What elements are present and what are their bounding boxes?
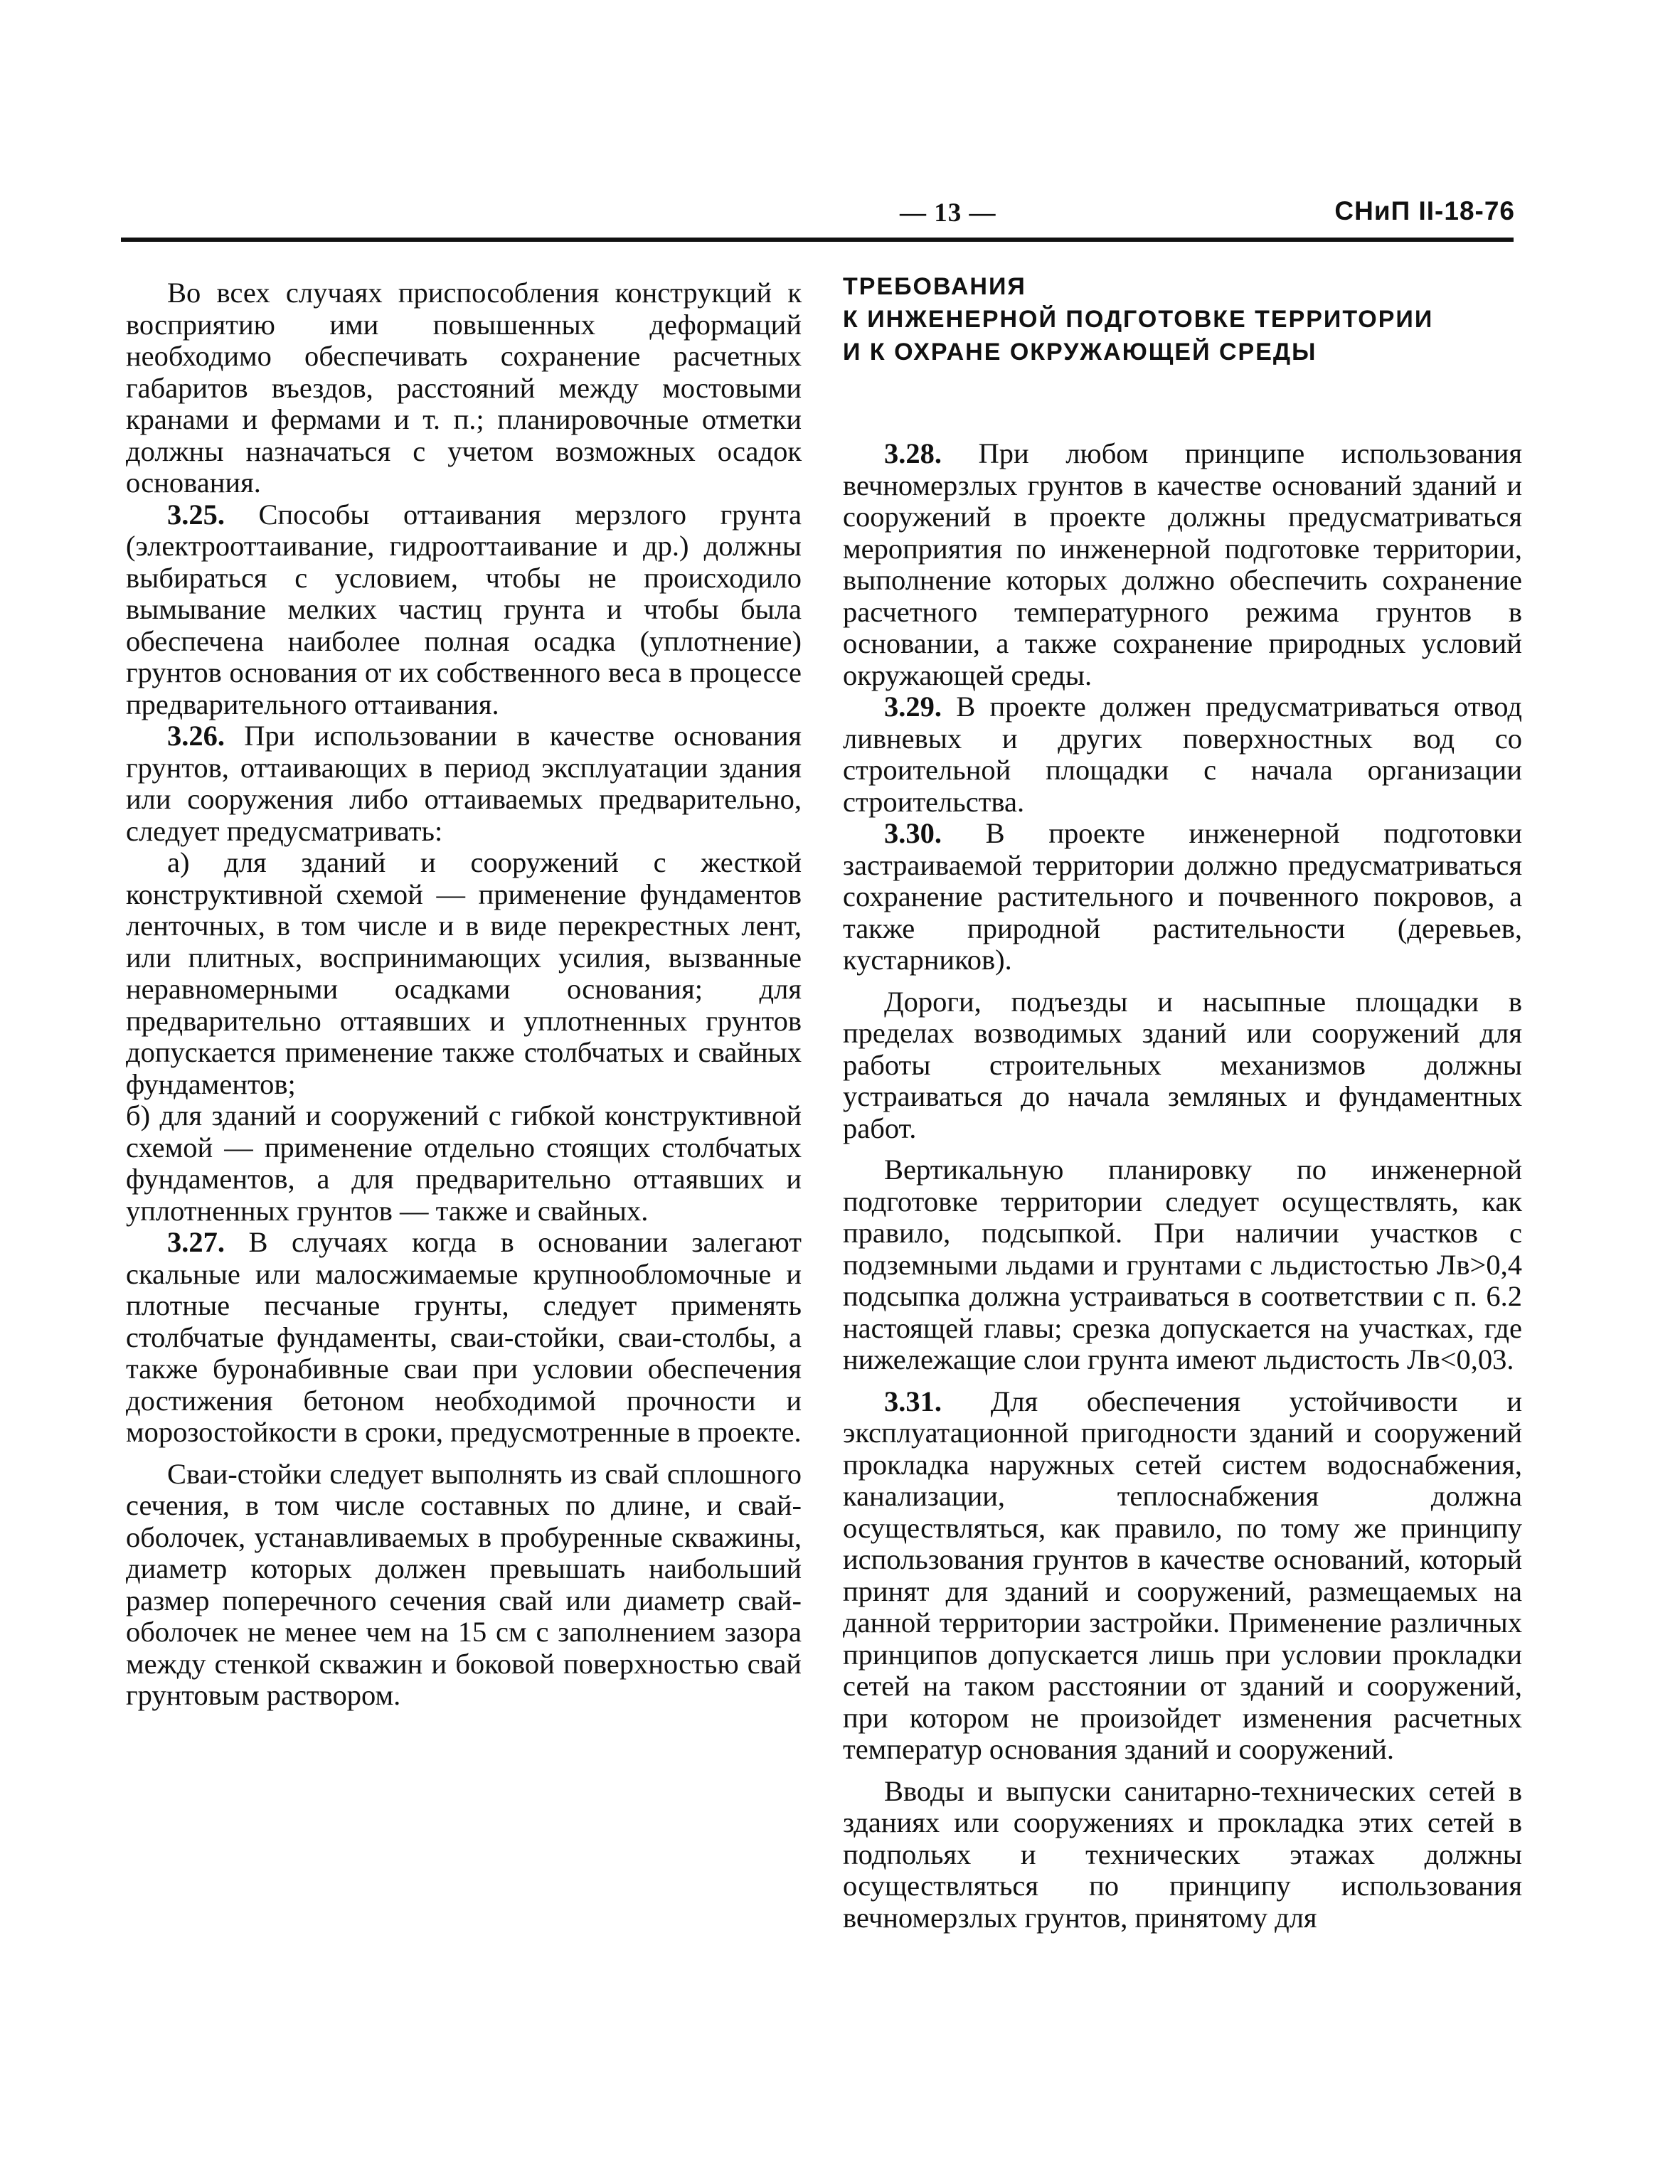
clause-number: 3.27. [167, 1226, 225, 1258]
paragraph-roads: Дороги, подъезды и насыпные площадки в пределах возводимых зданий или сооружений для работы строительных механизмов должны устраиваться до начала земляных и фундаментных работ. [843, 985, 1522, 1144]
header-rule [121, 238, 1514, 242]
paragraph-3-30: 3.30. В проекте инженерной подготовки застраиваемой территории должно предусматриваться сохранение растительного и почвенного покровов, а также природной растительности (деревьев, кустарников). [843, 817, 1522, 976]
clause-number: 3.28. [884, 437, 942, 469]
clause-number: 3.30. [884, 817, 942, 849]
paragraph-3-28: 3.28. При любом принципе использования вечномерзлых грунтов в качестве оснований зданий и сооружений в проекте должны предусматриваться мероприятия по инженерной подготовке территории, выполнение которых должно обеспечить сохранение расчетного температурного режима грунтов в основании, а также сохранение природных условий окружающей среды. [843, 437, 1522, 691]
left-column [126, 277, 802, 1712]
clause-number: 3.26. [167, 720, 225, 752]
paragraph-piles: Сваи-стойки следует выполнять из свай сплошного сечения, в том числе составных по длине, и свай-оболочек, устанавливаемых в пробуренные скважины, диаметр которых должен превышать наибольший размер поперечного сечения свай или диаметр свай-оболочек не менее чем на 15 см с заполнением зазора между стенкой скважин и боковой поверхностью свай грунтовым раствором. [126, 1457, 802, 1711]
page-number: — 13 — [900, 198, 996, 228]
page-header [121, 192, 1543, 235]
paragraph-3-26: 3.26. При использовании в качестве основания грунтов, оттаивающих в период эксплуатации здания или сооружения либо оттаиваемых предварительно, следует предусматривать: [126, 720, 802, 847]
paragraph-inputs-outputs: Вводы и выпуски санитарно-технических сетей в зданиях или сооружениях и прокладка этих сетей в подпольях и технических этажах должны осуществляться по принципу использования вечномерзлых грунтов, принятому для [843, 1774, 1522, 1934]
clause-number: 3.25. [167, 498, 225, 531]
clause-number: 3.29. [884, 691, 942, 723]
paragraph-3-27: 3.27. В случаях когда в основании залегают скальные или малосжимаемые крупнообломочные и плотные песчаные грунты, следует применять столбчатые фундаменты, сваи-стойки, сваи-столбы, а также буронабивные сваи при условии обеспечения достижения бетоном необходимой прочности и морозостойкости в сроки, предусмотренные в проекте. [126, 1226, 802, 1448]
document-code: СНиП II-18-76 [1334, 196, 1515, 225]
right-column [843, 270, 1522, 1934]
list-item-b: б) для зданий и сооружений с гибкой конструктивной схемой — применение отдельно стоящих столбчатых фундаментов, а для предварительно оттаявших и уплотненных грунтов — также и свайных. [126, 1099, 802, 1227]
list-item-a: а) для зданий и сооружений с жесткой конструктивной схемой — применение фундаментов ленточных, в том числе и в виде перекрестных лент, или плитных, воспринимающих усилия, вызванные неравномерными осадками основания; для предварительно оттаявших и уплотненных грунтов допускается применение также столбчатых и свайных фундаментов; [126, 846, 802, 1100]
clause-number: 3.31. [884, 1385, 942, 1417]
paragraph-3-29: 3.29. В проекте должен предусматриваться отвод ливневых и других поверхностных вод со строительной площадки с начала организации строительства. [843, 691, 1522, 818]
paragraph-3-31: 3.31. Для обеспечения устойчивости и эксплуатационной пригодности зданий и сооружений прокладка наружных сетей систем водоснабжения, канализации, теплоснабжения должна осуществляться, как правило, по тому же принципу использования грунтов в качестве оснований, который принят для зданий и сооружений, размещаемых на данной территории застройки. Применение различных принципов допускается лишь при условии прокладки сетей на таком расстоянии от зданий и сооружений, при котором не произойдет изменения расчетных температур основания зданий и сооружений. [843, 1385, 1522, 1765]
paragraph-3-25: 3.25. Способы оттаивания мерзлого грунта (электрооттаивание, гидрооттаивание и др.) должны выбираться с условием, чтобы не происходило вымывание мелких частиц грунта и чтобы была обеспечена наиболее полная осадка (уплотнение) грунтов основания от их собственного веса в процессе предварительного оттаивания. [126, 498, 802, 720]
section-heading: ТРЕБОВАНИЯ К ИНЖЕНЕРНОЙ ПОДГОТОВКЕ ТЕРРИТОРИИ И К ОХРАНЕ ОКРУЖАЮЩЕЙ СРЕДЫ [843, 273, 1434, 366]
paragraph-deformations: Во всех случаях приспособления конструкций к восприятию ими повышенных деформаций необходимо обеспечивать сохранение расчетных габаритов въездов, расстояний между мостовыми кранами и фермами и т. п.; планировочные отметки должны назначаться с учетом возможных осадок основания. [126, 277, 802, 499]
paragraph-vertical-planning: Вертикальную планировку по инженерной подготовке территории следует осуществлять, как правило, подсыпкой. При наличии участков с подземными льдами и грунтами с льдистостью Лв>0,4 подсыпка должна устраиваться в соответствии с п. 6.2 настоящей главы; срезка допускается на участках, где нижележащие слои грунта имеют льдистость Лв<0,03. [843, 1154, 1522, 1375]
